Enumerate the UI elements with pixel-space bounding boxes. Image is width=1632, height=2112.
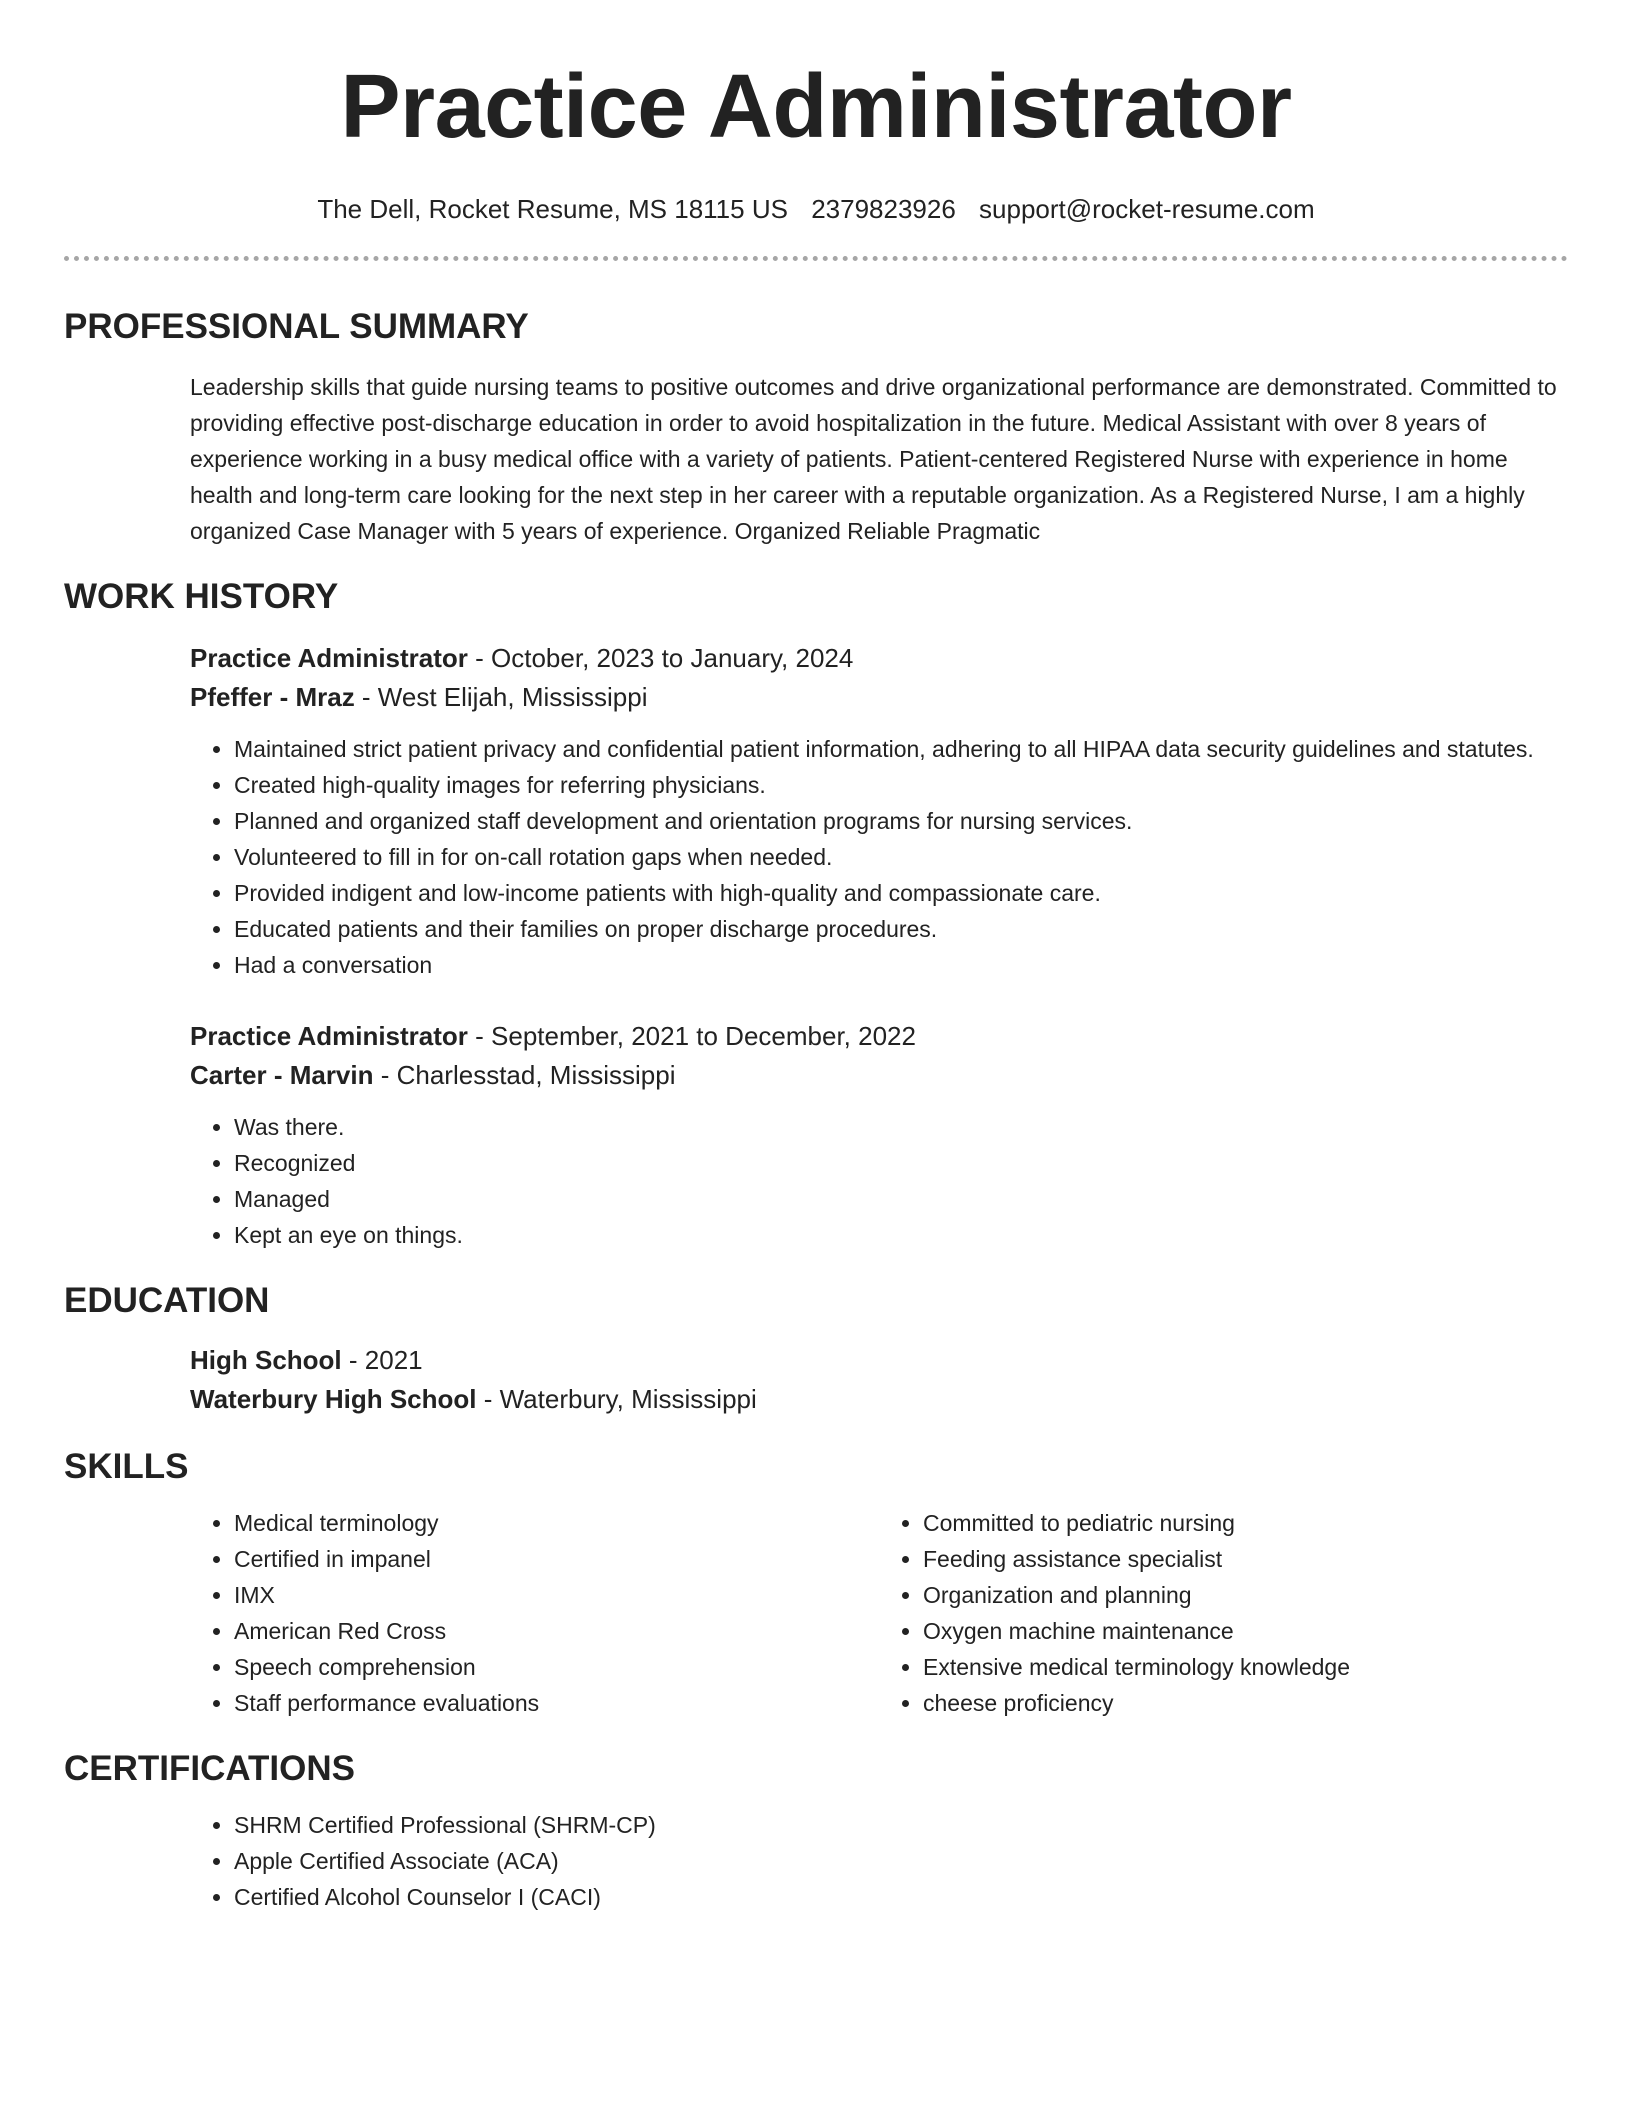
list-item: • Created high-quality images for referring physicians. xyxy=(234,767,1568,803)
education-school: Waterbury High School xyxy=(190,1384,477,1414)
education-title: EDUCATION xyxy=(64,1281,270,1320)
list-item: • Organization and planning xyxy=(923,1577,1568,1613)
list-item: • Extensive medical terminology knowledge xyxy=(923,1649,1568,1685)
certifications-list xyxy=(190,1807,1568,1915)
job-company-line xyxy=(190,1056,1568,1095)
job-role: Practice Administrator xyxy=(190,1021,468,1051)
skills-title: SKILLS xyxy=(64,1447,189,1486)
list-item: • Maintained strict patient privacy and confidential patient information, adhering to all HIPAA data security guidelines and statutes. xyxy=(234,731,1568,767)
list-item: • Speech comprehension xyxy=(234,1649,879,1685)
contact-email: support@rocket-resume.com xyxy=(979,194,1315,224)
list-item: • Medical terminology xyxy=(234,1505,879,1541)
resume-name: Practice Administrator xyxy=(340,57,1292,157)
list-item: • Recognized xyxy=(234,1145,1568,1181)
list-item: • Educated patients and their families on proper discharge procedures. xyxy=(234,911,1568,947)
list-item: • Certified in impanel xyxy=(234,1541,879,1577)
list-item: • Apple Certified Associate (ACA) xyxy=(234,1843,1568,1879)
work-history-title: WORK HISTORY xyxy=(64,577,339,616)
summary-section xyxy=(64,305,1568,549)
summary-text: Leadership skills that guide nursing teams to positive outcomes and drive organizational performance are demonstrated. Committed to providing effective post-discharge education in order to avoid hospitalization in the future. Medical Assistant with over 8 years of experience working in a busy medical office with a variety of patients. Patient-centered Registered Nurse with experience in home health and long-term care looking for the next step in her career with a reputable organization. As a Registered Nurse, I am a highly organized Case Manager with 5 years of experience. Organized Reliable Pragmatic xyxy=(190,374,1557,544)
list-item: • American Red Cross xyxy=(234,1613,879,1649)
job-bullets xyxy=(190,731,1568,983)
education-section xyxy=(64,1279,1568,1419)
job-bullets xyxy=(190,1109,1568,1253)
list-item: • Kept an eye on things. xyxy=(234,1217,1568,1253)
skills-section xyxy=(64,1445,1568,1721)
education-school-line xyxy=(190,1380,1568,1419)
job-dates: - October, 2023 to January, 2024 xyxy=(467,643,854,673)
contact-line xyxy=(64,192,1568,226)
education-degree: High School xyxy=(190,1345,342,1375)
list-item: • IMX xyxy=(234,1577,879,1613)
job-company: Pfeffer - Mraz xyxy=(190,682,355,712)
list-item: • cheese proficiency xyxy=(923,1685,1568,1721)
education-location: - Waterbury, Mississippi xyxy=(476,1384,757,1414)
list-item: • SHRM Certified Professional (SHRM-CP) xyxy=(234,1807,1568,1843)
job-role: Practice Administrator xyxy=(190,643,468,673)
skills-grid xyxy=(190,1505,1568,1721)
list-item: • Had a conversation xyxy=(234,947,1568,983)
list-item: • Committed to pediatric nursing xyxy=(923,1505,1568,1541)
skills-right-column xyxy=(879,1505,1568,1721)
job-company-line xyxy=(190,678,1568,717)
work-history-section xyxy=(64,575,1568,1253)
list-item: • Was there. xyxy=(234,1109,1568,1145)
list-item: • Oxygen machine maintenance xyxy=(923,1613,1568,1649)
job-location: - Charlesstad, Mississippi xyxy=(373,1060,676,1090)
list-item: • Planned and organized staff development and orientation programs for nursing services. xyxy=(234,803,1568,839)
list-item: • Volunteered to fill in for on-call rotation gaps when needed. xyxy=(234,839,1568,875)
job-role-line xyxy=(190,1017,1568,1056)
job-entry xyxy=(190,1017,1568,1253)
contact-phone: 2379823926 xyxy=(811,194,956,224)
skills-left-column xyxy=(190,1505,879,1721)
list-item: • Feeding assistance specialist xyxy=(923,1541,1568,1577)
job-entry xyxy=(190,639,1568,983)
header-divider xyxy=(64,256,1568,261)
job-company: Carter - Marvin xyxy=(190,1060,374,1090)
list-item: • Staff performance evaluations xyxy=(234,1685,879,1721)
contact-address: The Dell, Rocket Resume, MS 18115 US xyxy=(317,194,788,224)
list-item: • Managed xyxy=(234,1181,1568,1217)
education-degree-line xyxy=(190,1341,1568,1380)
education-entry xyxy=(190,1341,1568,1419)
certifications-title: CERTIFICATIONS xyxy=(64,1749,356,1788)
list-item: • Provided indigent and low-income patients with high-quality and compassionate care. xyxy=(234,875,1568,911)
job-role-line xyxy=(190,639,1568,678)
job-dates: - September, 2021 to December, 2022 xyxy=(467,1021,916,1051)
list-item: • Certified Alcohol Counselor I (CACI) xyxy=(234,1879,1568,1915)
summary-title: PROFESSIONAL SUMMARY xyxy=(64,307,529,346)
education-year: - 2021 xyxy=(341,1345,423,1375)
certifications-section xyxy=(64,1747,1568,1915)
job-location: - West Elijah, Mississippi xyxy=(354,682,648,712)
